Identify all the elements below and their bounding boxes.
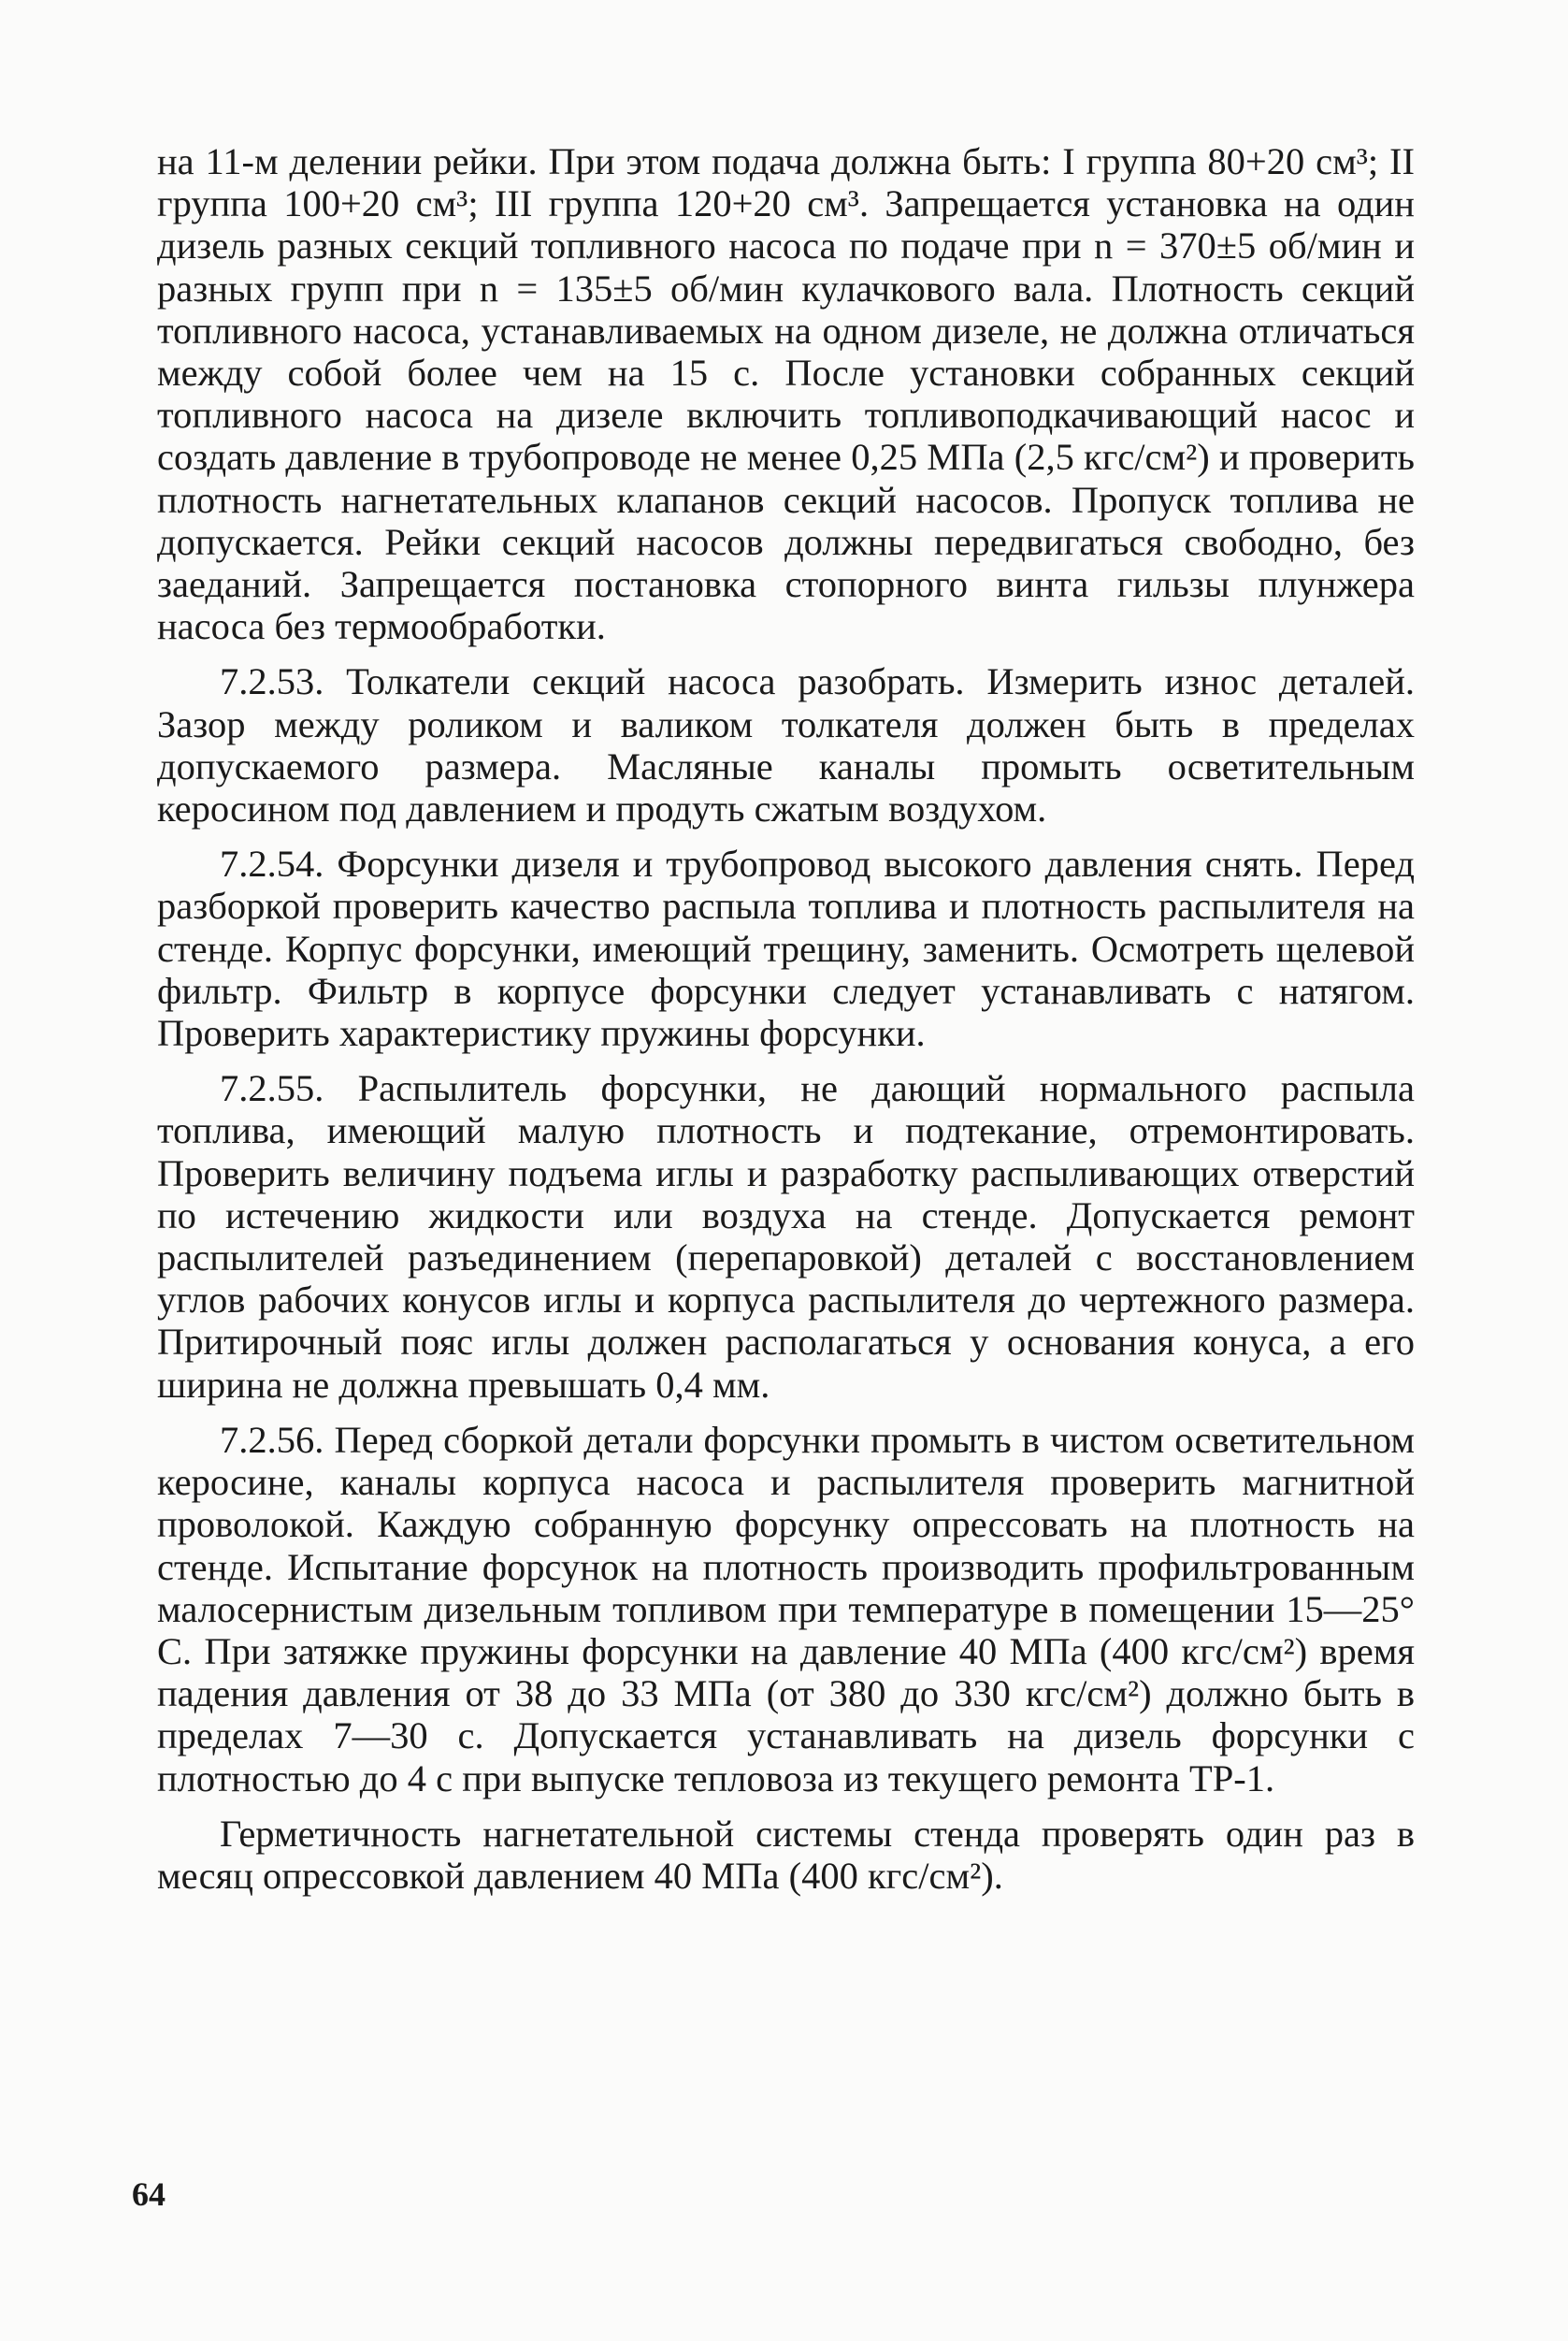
paragraph-7-2-56: 7.2.56. Перед сборкой детали форсунки промыть в чистом осветительном керосине, каналы корпуса насоса и распылителя проверить магнитной проволокой. Каждую собранную форсунку опрессовать на плотность на стенде. Испытание форсунок на плотность производить профильтрованным малосернистым дизельным топливом при температуре в помещении 15—25° С. При затяжке пружины форсунки на давление 40 МПа (400 кгс/см²) время падения давления от 38 до 33 МПа (от 380 до 330 кгс/см²) должно быть в пределах 7—30 с. Допускается устанавливать на дизель форсунки с плотностью до 4 с при выпуске тепловоза из текущего ремонта ТР-1. [157,1418,1415,1799]
paragraph-7-2-53: 7.2.53. Толкатели секций насоса разобрать. Измерить износ деталей. Зазор между роликом и валиком толкателя должен быть в пределах допускаемого размера. Масляные каналы промыть осветительным керосином под давлением и продуть сжатым воздухом. [157,660,1415,831]
paragraph-continuation: на 11-м делении рейки. При этом подача должна быть: I группа 80+20 см³; II группа 100+20 см³; III группа 120+20 см³. Запрещается установка на один дизель разных секций топливного насоса по подаче при n = 370±5 об/мин и разных групп при n = 135±5 об/мин кулачкового вала. Плотность секций топливного насоса, устанавливаемых на одном дизеле, не должна отличаться между собой более чем на 15 с. После установки собранных секций топливного насоса на дизеле включить топливоподкачивающий насос и создать давление в трубопроводе не менее 0,25 МПа (2,5 кгс/см²) и проверить плотность нагнетательных клапанов секций насосов. Пропуск топлива не допускается. Рейки секций насосов должны передвигаться свободно, без заеданий. Запрещается постановка стопорного винта гильзы плунжера насоса без термообработки. [157,140,1415,648]
page-number: 64 [132,2175,165,2213]
body-text [157,140,1415,1897]
paragraph-test-stand-check: Герметичность нагнетательной системы стенда проверять один раз в месяц опрессовкой давлением 40 МПа (400 кгс/см²). [157,1812,1415,1897]
paragraph-7-2-54: 7.2.54. Форсунки дизеля и трубопровод высокого давления снять. Перед разборкой проверить качество распыла топлива и плотность распылителя на стенде. Корпус форсунки, имеющий трещину, заменить. Осмотреть щелевой фильтр. Фильтр в корпусе форсунки следует устанавливать с натягом. Проверить характеристику пружины форсунки. [157,843,1415,1055]
paragraph-7-2-55: 7.2.55. Распылитель форсунки, не дающий нормального распыла топлива, имеющий малую плотность и подтекание, отремонтировать. Проверить величину подъема иглы и разработку распыливающих отверстий по истечению жидкости или воздуха на стенде. Допускается ремонт распылителей разъединением (перепаровкой) деталей с восстановлением углов рабочих конусов иглы и корпуса распылителя до чертежного размера. Притирочный пояс иглы должен располагаться у основания конуса, а его ширина не должна превышать 0,4 мм. [157,1067,1415,1406]
